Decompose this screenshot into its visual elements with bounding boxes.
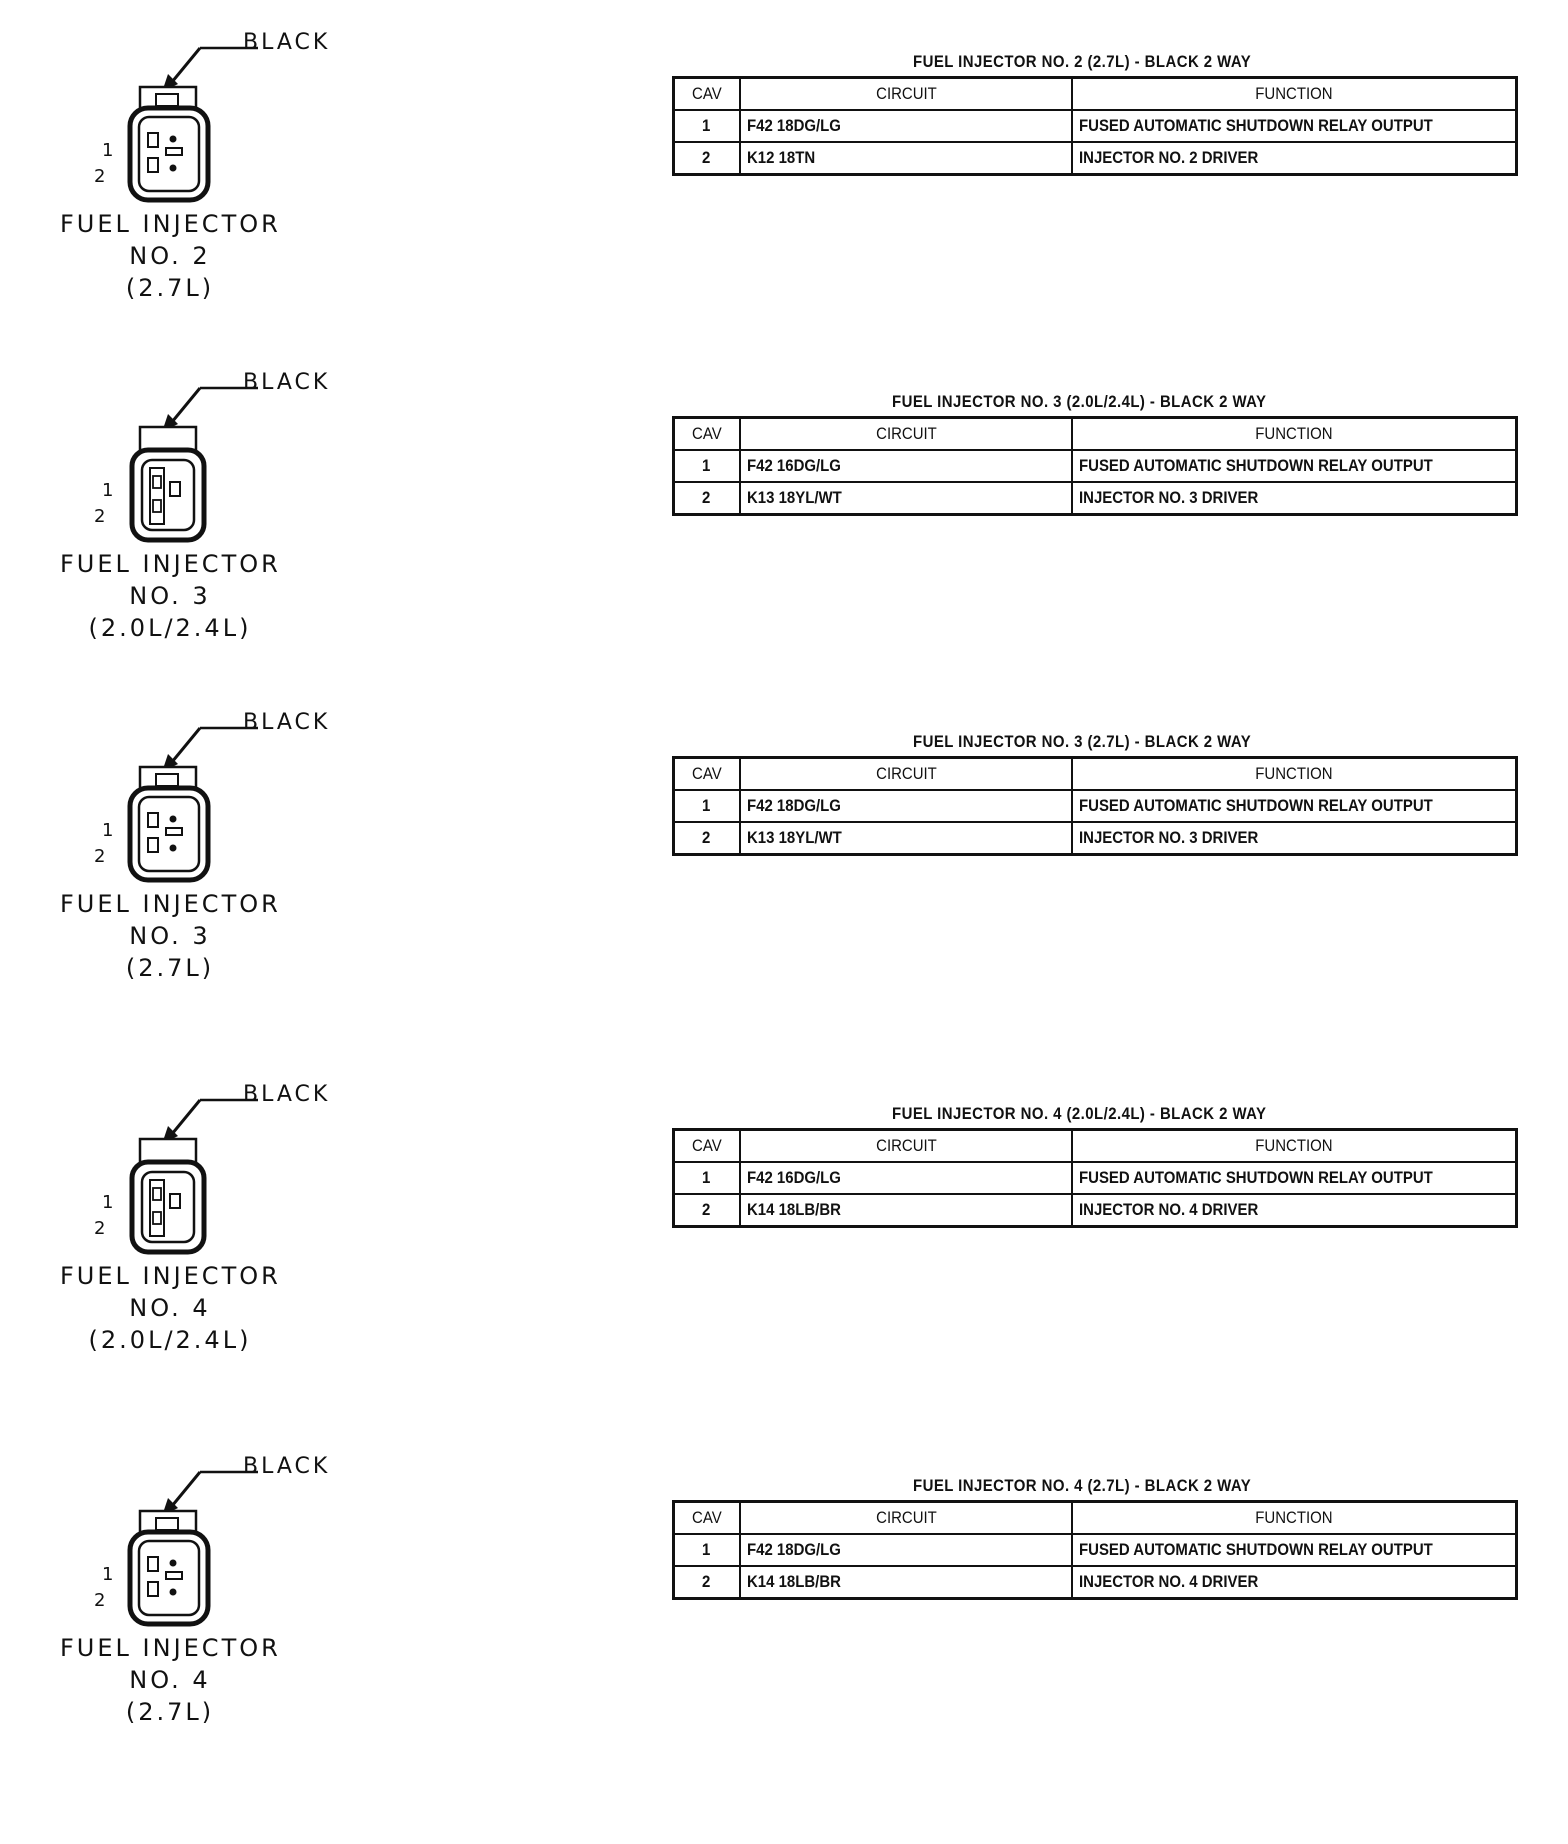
connector-name-line: NO. 3 [129,922,211,950]
cell-cav: 1 [674,450,741,482]
cell-cav: 2 [674,142,741,175]
connector-color-label: BLACK [243,1082,331,1107]
column-header-circuit: CIRCUIT [740,1130,1072,1163]
connector-diagram [60,30,360,390]
connector-diagram [60,1454,360,1814]
cell-cav: 2 [674,482,741,515]
connector-name-line: FUEL INJECTOR [60,890,281,918]
connector-drawing [60,1454,220,1614]
cell-cav: 1 [674,790,741,822]
table-row [674,142,1517,175]
pinout-table [672,756,1518,856]
cell-function: INJECTOR NO. 3 DRIVER [1072,482,1517,515]
pin-label-2: 2 [94,846,106,867]
connector-section [0,710,1568,1080]
column-header-cav: CAV [674,758,741,791]
table-header-row [674,1130,1517,1163]
cell-cav: 2 [674,1566,741,1599]
pin-label-1: 1 [102,480,114,501]
connector-drawing [60,710,220,870]
cell-function: INJECTOR NO. 3 DRIVER [1072,822,1517,855]
table-header-row [674,1502,1517,1535]
cell-circuit: K14 18LB/BR [740,1194,1072,1227]
cell-cav: 1 [674,1534,741,1566]
connector-drawing [60,1082,220,1242]
table-row [674,482,1517,515]
connector-diagram [60,1082,360,1442]
connector-diagram [60,370,360,730]
column-header-function: FUNCTION [1072,78,1517,111]
column-header-cav: CAV [674,1130,741,1163]
pinout-table-title: FUEL INJECTOR NO. 4 (2.7L) - BLACK 2 WAY [912,1476,1252,1495]
pinout-table-block [672,1472,1518,1600]
pinout-table-block [672,388,1518,516]
connector-color-label: BLACK [243,30,331,55]
cell-function: FUSED AUTOMATIC SHUTDOWN RELAY OUTPUT [1072,110,1517,142]
cell-circuit: K13 18YL/WT [740,822,1072,855]
table-row [674,110,1517,142]
connector-name [60,888,280,984]
cell-function: FUSED AUTOMATIC SHUTDOWN RELAY OUTPUT [1072,1162,1517,1194]
table-row [674,1162,1517,1194]
pinout-table [672,1500,1518,1600]
cell-function: INJECTOR NO. 4 DRIVER [1072,1566,1517,1599]
cell-function: INJECTOR NO. 2 DRIVER [1072,142,1517,175]
table-row [674,822,1517,855]
pin-label-1: 1 [102,820,114,841]
connector-name [60,548,280,644]
pinout-table-title: FUEL INJECTOR NO. 3 (2.7L) - BLACK 2 WAY [912,732,1252,751]
table-row [674,790,1517,822]
connector-name-line: NO. 4 [129,1294,211,1322]
cell-function: FUSED AUTOMATIC SHUTDOWN RELAY OUTPUT [1072,450,1517,482]
cell-cav: 1 [674,1162,741,1194]
cell-cav: 1 [674,110,741,142]
cell-circuit: K14 18LB/BR [740,1566,1072,1599]
column-header-function: FUNCTION [1072,758,1517,791]
column-header-cav: CAV [674,1502,741,1535]
connector-name [60,1632,280,1728]
cell-function: FUSED AUTOMATIC SHUTDOWN RELAY OUTPUT [1072,790,1517,822]
connector-name-line: (2.7L) [125,954,215,982]
table-row [674,1534,1517,1566]
column-header-circuit: CIRCUIT [740,1502,1072,1535]
table-header-row [674,418,1517,451]
pinout-table-title: FUEL INJECTOR NO. 3 (2.0L/2.4L) - BLACK 2 WAY [892,392,1267,411]
connector-name-line: (2.7L) [125,1698,215,1726]
pinout-table-title: FUEL INJECTOR NO. 2 (2.7L) - BLACK 2 WAY [912,52,1252,71]
connector-name [60,208,280,304]
cell-cav: 2 [674,1194,741,1227]
connector-name-line: FUEL INJECTOR [60,1634,281,1662]
table-header-row [674,78,1517,111]
pin-label-1: 1 [102,1192,114,1213]
connector-name [60,1260,280,1356]
pinout-table [672,416,1518,516]
connector-name-line: (2.7L) [125,274,215,302]
connector-section [0,1454,1568,1824]
pinout-table-block [672,48,1518,176]
table-row [674,1194,1517,1227]
cell-cav: 2 [674,822,741,855]
pin-label-2: 2 [94,166,106,187]
connector-name-line: FUEL INJECTOR [60,550,281,578]
column-header-circuit: CIRCUIT [740,758,1072,791]
connector-name-line: FUEL INJECTOR [60,210,281,238]
cell-circuit: F42 18DG/LG [740,790,1072,822]
connector-name-line: FUEL INJECTOR [60,1262,281,1290]
cell-function: INJECTOR NO. 4 DRIVER [1072,1194,1517,1227]
pin-label-2: 2 [94,1218,106,1239]
table-row [674,1566,1517,1599]
connector-name-line: (2.0L/2.4L) [88,1326,252,1354]
pin-label-2: 2 [94,506,106,527]
connector-drawing [60,370,220,530]
connector-drawing [60,30,220,190]
pinout-table-block [672,1100,1518,1228]
connector-color-label: BLACK [243,710,331,735]
table-header-row [674,758,1517,791]
pin-label-1: 1 [102,1564,114,1585]
pinout-table-block [672,728,1518,856]
connector-name-line: NO. 4 [129,1666,211,1694]
pinout-table [672,76,1518,176]
column-header-function: FUNCTION [1072,1502,1517,1535]
pin-label-1: 1 [102,140,114,161]
column-header-function: FUNCTION [1072,418,1517,451]
cell-function: FUSED AUTOMATIC SHUTDOWN RELAY OUTPUT [1072,1534,1517,1566]
pinout-table-title: FUEL INJECTOR NO. 4 (2.0L/2.4L) - BLACK 2 WAY [892,1104,1267,1123]
connector-color-label: BLACK [243,370,331,395]
connector-section [0,30,1568,400]
cell-circuit: F42 16DG/LG [740,450,1072,482]
connector-name-line: NO. 3 [129,582,211,610]
column-header-circuit: CIRCUIT [740,78,1072,111]
connector-name-line: (2.0L/2.4L) [88,614,252,642]
table-row [674,450,1517,482]
cell-circuit: F42 18DG/LG [740,110,1072,142]
connector-diagram [60,710,360,1070]
connector-color-label: BLACK [243,1454,331,1479]
pinout-table [672,1128,1518,1228]
column-header-circuit: CIRCUIT [740,418,1072,451]
column-header-cav: CAV [674,78,741,111]
column-header-cav: CAV [674,418,741,451]
cell-circuit: K12 18TN [740,142,1072,175]
column-header-function: FUNCTION [1072,1130,1517,1163]
connector-section [0,1082,1568,1452]
cell-circuit: K13 18YL/WT [740,482,1072,515]
connector-section [0,370,1568,740]
cell-circuit: F42 16DG/LG [740,1162,1072,1194]
cell-circuit: F42 18DG/LG [740,1534,1072,1566]
pin-label-2: 2 [94,1590,106,1611]
connector-name-line: NO. 2 [129,242,211,270]
